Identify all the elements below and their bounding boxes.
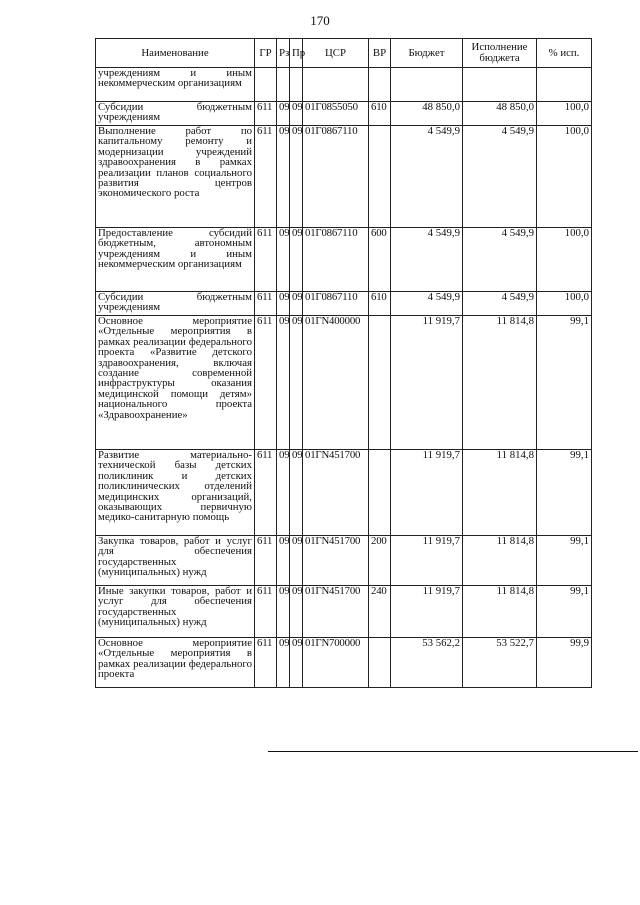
row-budget — [391, 68, 463, 102]
row-name: Субсидии бюджетным учреждениям — [96, 292, 255, 316]
row-gr: 611 — [255, 586, 277, 638]
table-row — [96, 316, 592, 450]
table-row — [96, 292, 592, 316]
table-row — [96, 102, 592, 126]
row-csr: 01Г0855050 — [303, 102, 369, 126]
row-csr: 01ГN451700 — [303, 450, 369, 536]
row-name: учреждениям и иным некоммерческим организациям — [96, 68, 255, 102]
header-pr: Пр — [290, 39, 303, 68]
row-percent: 99,1 — [537, 450, 592, 536]
row-rz: 09 — [277, 536, 290, 586]
row-execution: 53 522,7 — [463, 638, 537, 688]
row-csr: 01Г0867110 — [303, 292, 369, 316]
row-csr: 01Г0867110 — [303, 126, 369, 228]
row-csr: 01ГN400000 — [303, 316, 369, 450]
table-row — [96, 450, 592, 536]
table-row — [96, 536, 592, 586]
header-vr: ВР — [369, 39, 391, 68]
row-name: Иные закупки товаров, работ и услуг для обеспечения государственных (муниципальных) нужд — [96, 586, 255, 638]
row-execution: 4 549,9 — [463, 126, 537, 228]
header-name: Наименование — [96, 39, 255, 68]
row-percent: 100,0 — [537, 292, 592, 316]
row-execution — [463, 68, 537, 102]
row-pr: 09 — [290, 638, 303, 688]
row-percent: 99,1 — [537, 536, 592, 586]
row-rz — [277, 68, 290, 102]
header-csr: ЦСР — [303, 39, 369, 68]
row-percent: 100,0 — [537, 126, 592, 228]
row-vr — [369, 316, 391, 450]
row-csr: 01ГN700000 — [303, 638, 369, 688]
row-rz: 09 — [277, 450, 290, 536]
row-vr: 610 — [369, 102, 391, 126]
header-gr: ГР — [255, 39, 277, 68]
row-rz: 09 — [277, 292, 290, 316]
row-vr — [369, 450, 391, 536]
row-vr: 240 — [369, 586, 391, 638]
row-csr: 01Г0867110 — [303, 228, 369, 292]
row-vr — [369, 638, 391, 688]
row-vr: 610 — [369, 292, 391, 316]
row-budget: 48 850,0 — [391, 102, 463, 126]
row-pr: 09 — [290, 450, 303, 536]
row-name: Предоставление субсидий бюджетным, автономным учреждениям и иным некоммерческим организациям — [96, 228, 255, 292]
row-vr — [369, 126, 391, 228]
table-row — [96, 68, 592, 102]
row-budget: 4 549,9 — [391, 292, 463, 316]
row-pr: 09 — [290, 126, 303, 228]
row-execution: 11 814,8 — [463, 586, 537, 638]
row-gr: 611 — [255, 316, 277, 450]
row-name: Основное мероприятие «Отдельные мероприятия в рамках реализации федерального проекта «Развитие детского здравоохранения, включая создание современной инфраструктуры оказания медицинской помощи детям» национального проекта «Здравоохранение» — [96, 316, 255, 450]
row-budget: 4 549,9 — [391, 228, 463, 292]
row-rz: 09 — [277, 102, 290, 126]
row-name: Закупка товаров, работ и услуг для обеспечения государственных (муниципальных) нужд — [96, 536, 255, 586]
row-gr: 611 — [255, 126, 277, 228]
row-budget: 11 919,7 — [391, 586, 463, 638]
row-percent: 99,9 — [537, 638, 592, 688]
row-name: Выполнение работ по капитальному ремонту и модернизации учреждений здравоохранения в рамках реализации планов социального развития центров экономического роста — [96, 126, 255, 228]
row-csr: 01ГN451700 — [303, 536, 369, 586]
row-percent: 100,0 — [537, 228, 592, 292]
row-percent: 100,0 — [537, 102, 592, 126]
row-name: Развитие материально-технической базы детских поликлиник и детских поликлинических отделений медицинских организаций, оказывающих первичную медико-санитарную помощь — [96, 450, 255, 536]
row-execution: 11 814,8 — [463, 450, 537, 536]
row-execution: 4 549,9 — [463, 228, 537, 292]
row-budget: 53 562,2 — [391, 638, 463, 688]
table-row — [96, 228, 592, 292]
page-number: 170 — [310, 13, 330, 28]
row-rz: 09 — [277, 228, 290, 292]
row-name: Основное мероприятие «Отдельные мероприятия в рамках реализации федерального проекта — [96, 638, 255, 688]
row-execution: 48 850,0 — [463, 102, 537, 126]
row-pr: 09 — [290, 292, 303, 316]
row-name: Субсидии бюджетным учреждениям — [96, 102, 255, 126]
row-percent — [537, 68, 592, 102]
row-rz: 09 — [277, 586, 290, 638]
table-header-row — [96, 39, 592, 68]
row-gr: 611 — [255, 536, 277, 586]
bottom-rule — [268, 751, 638, 752]
table-row — [96, 638, 592, 688]
header-rz: Рз — [277, 39, 290, 68]
header-budget: Бюджет — [391, 39, 463, 68]
row-rz: 09 — [277, 638, 290, 688]
row-vr: 600 — [369, 228, 391, 292]
row-execution: 11 814,8 — [463, 536, 537, 586]
row-gr: 611 — [255, 638, 277, 688]
row-pr — [290, 68, 303, 102]
row-gr: 611 — [255, 450, 277, 536]
row-rz: 09 — [277, 316, 290, 450]
row-budget: 4 549,9 — [391, 126, 463, 228]
row-gr: 611 — [255, 292, 277, 316]
row-percent: 99,1 — [537, 586, 592, 638]
row-vr — [369, 68, 391, 102]
table-row — [96, 126, 592, 228]
header-percent: % исп. — [537, 39, 592, 68]
row-budget: 11 919,7 — [391, 316, 463, 450]
row-budget: 11 919,7 — [391, 536, 463, 586]
header-execution: Исполнение бюджета — [463, 39, 537, 68]
row-execution: 11 814,8 — [463, 316, 537, 450]
row-pr: 09 — [290, 102, 303, 126]
row-budget: 11 919,7 — [391, 450, 463, 536]
row-vr: 200 — [369, 536, 391, 586]
row-gr: 611 — [255, 228, 277, 292]
row-pr: 09 — [290, 536, 303, 586]
table-row — [96, 586, 592, 638]
budget-table — [95, 38, 592, 688]
row-percent: 99,1 — [537, 316, 592, 450]
row-rz: 09 — [277, 126, 290, 228]
row-pr: 09 — [290, 586, 303, 638]
row-gr: 611 — [255, 102, 277, 126]
row-pr: 09 — [290, 228, 303, 292]
row-csr — [303, 68, 369, 102]
row-gr — [255, 68, 277, 102]
row-execution: 4 549,9 — [463, 292, 537, 316]
row-pr: 09 — [290, 316, 303, 450]
row-csr: 01ГN451700 — [303, 586, 369, 638]
